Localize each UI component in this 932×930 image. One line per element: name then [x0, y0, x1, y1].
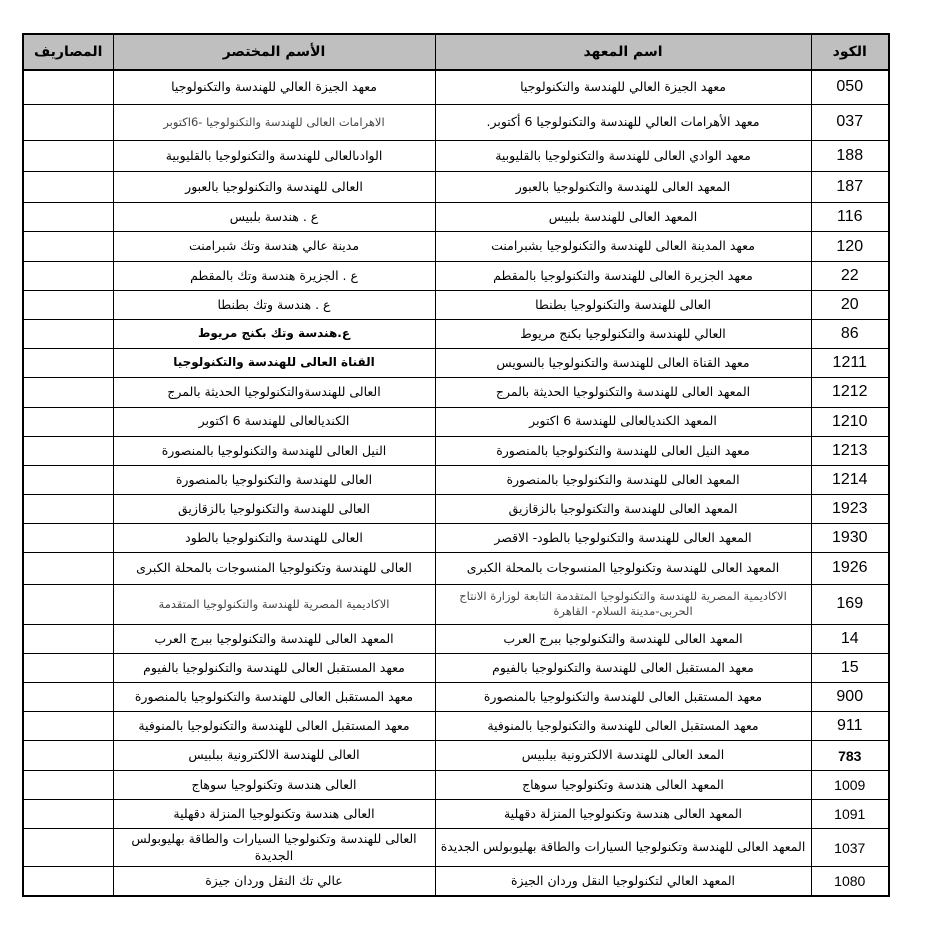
- cell-fees: [23, 553, 113, 584]
- cell-fees: [23, 232, 113, 261]
- cell-institute-name: معهد الجيزة العالي للهندسة والتكنولوجيا: [435, 70, 811, 104]
- cell-fees: [23, 290, 113, 319]
- cell-institute-name: معهد الأهرامات العالي للهندسة والتكنولوجيا 6 أكتوبر.: [435, 104, 811, 140]
- cell-institute-name: معهد المستقبل العالى للهندسة والتكنولوجيا بالمنوفية: [435, 712, 811, 741]
- cell-code: 1212: [811, 378, 889, 407]
- cell-fees: [23, 319, 113, 348]
- table-row: [23, 653, 889, 682]
- cell-code: 037: [811, 104, 889, 140]
- cell-institute-name: العالى للهندسة والتكنولوجيا بطنطا: [435, 290, 811, 319]
- cell-institute-name: معهد القناة العالى للهندسة والتكنولوجيا بالسويس: [435, 349, 811, 378]
- table-row: [23, 70, 889, 104]
- cell-institute-name: المعهد العالى للهندسة وتكنولوجيا السيارات والطاقة بهليوبولس الجديدة: [435, 828, 811, 866]
- cell-fees: [23, 799, 113, 828]
- cell-fees: [23, 712, 113, 741]
- cell-fees: [23, 867, 113, 896]
- cell-code: 188: [811, 140, 889, 171]
- cell-fees: [23, 624, 113, 653]
- cell-fees: [23, 683, 113, 712]
- cell-institute-name: معهد النيل العالى للهندسة والتكنولوجيا بالمنصورة: [435, 436, 811, 465]
- cell-code: 900: [811, 683, 889, 712]
- cell-institute-name: معهد المستقبل العالى للهندسة والتكنولوجيا بالفيوم: [435, 653, 811, 682]
- cell-code: 120: [811, 232, 889, 261]
- cell-fees: [23, 172, 113, 203]
- cell-institute-name: المعهد العالى للهندسة والتكنولوجيا بالطود- الاقصر: [435, 524, 811, 553]
- table-row: [23, 104, 889, 140]
- table-row: [23, 712, 889, 741]
- table-row: [23, 524, 889, 553]
- table-row: [23, 436, 889, 465]
- cell-fees: [23, 378, 113, 407]
- cell-short-name: معهد الجيزة العالي للهندسة والتكنولوجيا: [113, 70, 435, 104]
- cell-institute-name: معهد الوادي العالى للهندسة والتكنولوجيا بالقليوبية: [435, 140, 811, 171]
- cell-code: 15: [811, 653, 889, 682]
- cell-fees: [23, 349, 113, 378]
- cell-institute-name: المعهد العالى للهندسة والتكنولوجيا ببرج العرب: [435, 624, 811, 653]
- table-row: [23, 261, 889, 290]
- table-row: [23, 349, 889, 378]
- cell-short-name: العالى هندسة وتكنولوجيا سوهاج: [113, 770, 435, 799]
- table-row: [23, 378, 889, 407]
- cell-institute-name: الاكاديمية المصرية للهندسة والتكنولوجيا المتقدمة التابعة لوزارة الانتاج الحربى-مدينة السلام- القاهرة: [435, 584, 811, 624]
- table-row: [23, 407, 889, 436]
- table-row: [23, 319, 889, 348]
- cell-institute-name: المعهد العالى للهندسة والتكنولوجيا بالمنصورة: [435, 465, 811, 494]
- header-row: [23, 34, 889, 70]
- cell-code: 1091: [811, 799, 889, 828]
- table-row: [23, 172, 889, 203]
- cell-fees: [23, 828, 113, 866]
- cell-short-name: ع . الجزيرة هندسة وتك بالمقطم: [113, 261, 435, 290]
- header-fees: المصاريف: [23, 34, 113, 70]
- cell-institute-name: معهد المستقبل العالى للهندسة والتكنولوجيا بالمنصورة: [435, 683, 811, 712]
- cell-short-name: العالى للهندسة والتكنولوجيا بالزقازيق: [113, 495, 435, 524]
- table-row: [23, 770, 889, 799]
- cell-short-name: عالي تك النقل وردان جيزة: [113, 867, 435, 896]
- cell-code: 783: [811, 741, 889, 770]
- table-row: [23, 683, 889, 712]
- cell-code: 22: [811, 261, 889, 290]
- cell-short-name: الوادىالعالى للهندسة والتكنولوجيا بالقليوبية: [113, 140, 435, 171]
- cell-short-name: العالى للهندسة والتكنولوجيا بالطود: [113, 524, 435, 553]
- cell-code: 187: [811, 172, 889, 203]
- cell-institute-name: المعهد العالى للهندسة وتكنولوجيا المنسوجات بالمحلة الكبرى: [435, 553, 811, 584]
- cell-fees: [23, 104, 113, 140]
- cell-institute-name: المعد العالى للهندسة الالكترونية ببلبيس: [435, 741, 811, 770]
- header-institute-name: اسم المعهد: [435, 34, 811, 70]
- cell-code: 116: [811, 203, 889, 232]
- cell-fees: [23, 140, 113, 171]
- cell-short-name: العالى للهندسة والتكنولوجيا بالمنصورة: [113, 465, 435, 494]
- cell-institute-name: المعهد العالى للهندسة والتكنولوجيا الحديثة بالمرج: [435, 378, 811, 407]
- cell-code: 1213: [811, 436, 889, 465]
- cell-fees: [23, 261, 113, 290]
- cell-short-name: مدينة عالي هندسة وتك شبرامنت: [113, 232, 435, 261]
- institutes-table: [22, 33, 890, 897]
- table-row: [23, 867, 889, 896]
- cell-short-name: العالى للهندسة والتكنولوجيا بالعبور: [113, 172, 435, 203]
- cell-code: 1037: [811, 828, 889, 866]
- cell-institute-name: المعهد العالى للهندسة والتكنولوجيا بالعبور: [435, 172, 811, 203]
- cell-institute-name: المعهد العالى هندسة وتكنولوجيا المنزلة دقهلية: [435, 799, 811, 828]
- table-row: [23, 584, 889, 624]
- cell-short-name: الكنديالعالى للهندسة 6 اكتوبر: [113, 407, 435, 436]
- table-row: [23, 232, 889, 261]
- cell-short-name: معهد المستقبل العالى للهندسة والتكنولوجيا بالمنوفية: [113, 712, 435, 741]
- cell-short-name: المعهد العالى للهندسة والتكنولوجيا ببرج العرب: [113, 624, 435, 653]
- cell-institute-name: معهد الجزيرة العالى للهندسة والتكنولوجيا بالمقطم: [435, 261, 811, 290]
- cell-short-name: القناة العالى للهندسة والتكنولوجيا: [113, 349, 435, 378]
- table-row: [23, 465, 889, 494]
- cell-short-name: معهد المستقبل العالى للهندسة والتكنولوجيا بالمنصورة: [113, 683, 435, 712]
- cell-code: 1930: [811, 524, 889, 553]
- header-code: الكود: [811, 34, 889, 70]
- cell-institute-name: المعهد العالي لتكنولوجيا النقل وردان الجيزة: [435, 867, 811, 896]
- cell-code: 1080: [811, 867, 889, 896]
- cell-fees: [23, 465, 113, 494]
- cell-fees: [23, 436, 113, 465]
- table-row: [23, 140, 889, 171]
- cell-short-name: ع.هندسة وتك بكنج مريوط: [113, 319, 435, 348]
- cell-short-name: العالى للهندسةوالتكنولوجيا الحديثة بالمرج: [113, 378, 435, 407]
- cell-code: 1009: [811, 770, 889, 799]
- cell-short-name: العالى هندسة وتكنولوجيا المنزلة دقهلية: [113, 799, 435, 828]
- cell-institute-name: العالي للهندسة والتكنولوجيا بكنج مريوط: [435, 319, 811, 348]
- table-row: [23, 553, 889, 584]
- cell-code: 1210: [811, 407, 889, 436]
- cell-short-name: العالى للهندسة الالكترونية ببلبيس: [113, 741, 435, 770]
- cell-fees: [23, 653, 113, 682]
- cell-fees: [23, 203, 113, 232]
- cell-short-name: الاكاديمية المصرية للهندسة والتكنولوجيا المتقدمة: [113, 584, 435, 624]
- table-row: [23, 741, 889, 770]
- cell-institute-name: المعهد العالى للهندسة بلبيس: [435, 203, 811, 232]
- cell-fees: [23, 407, 113, 436]
- cell-fees: [23, 584, 113, 624]
- cell-code: 169: [811, 584, 889, 624]
- cell-fees: [23, 770, 113, 799]
- cell-fees: [23, 741, 113, 770]
- table-row: [23, 828, 889, 866]
- cell-code: 1923: [811, 495, 889, 524]
- cell-code: 050: [811, 70, 889, 104]
- cell-code: 86: [811, 319, 889, 348]
- cell-institute-name: معهد المدينة العالى للهندسة والتكنولوجيا بشبرامنت: [435, 232, 811, 261]
- cell-short-name: العالى للهندسة وتكنولوجيا المنسوجات بالمحلة الكبرى: [113, 553, 435, 584]
- cell-short-name: النيل العالى للهندسة والتكنولوجيا بالمنصورة: [113, 436, 435, 465]
- cell-short-name: معهد المستقبل العالى للهندسة والتكنولوجيا بالفيوم: [113, 653, 435, 682]
- cell-short-name: العالى للهندسة وتكنولوجيا السيارات والطاقة بهليوبولس الجديدة: [113, 828, 435, 866]
- table-row: [23, 624, 889, 653]
- cell-code: 14: [811, 624, 889, 653]
- cell-institute-name: المعهد الكنديالعالى للهندسة 6 اكتوبر: [435, 407, 811, 436]
- cell-short-name: ع . هندسة وتك بطنطا: [113, 290, 435, 319]
- cell-code: 1926: [811, 553, 889, 584]
- cell-code: 1214: [811, 465, 889, 494]
- cell-code: 911: [811, 712, 889, 741]
- cell-fees: [23, 524, 113, 553]
- table-row: [23, 290, 889, 319]
- table-row: [23, 203, 889, 232]
- table-row: [23, 799, 889, 828]
- header-short-name: الأسم المختصر: [113, 34, 435, 70]
- cell-short-name: الاهرامات العالى للهندسة والتكنولوجيا -6اكتوبر: [113, 104, 435, 140]
- cell-institute-name: المعهد العالى هندسة وتكنولوجيا سوهاج: [435, 770, 811, 799]
- table-row: [23, 495, 889, 524]
- cell-fees: [23, 70, 113, 104]
- cell-code: 20: [811, 290, 889, 319]
- cell-short-name: ع . هندسة بلبيس: [113, 203, 435, 232]
- cell-code: 1211: [811, 349, 889, 378]
- cell-fees: [23, 495, 113, 524]
- cell-institute-name: المعهد العالى للهندسة والتكنولوجيا بالزقازيق: [435, 495, 811, 524]
